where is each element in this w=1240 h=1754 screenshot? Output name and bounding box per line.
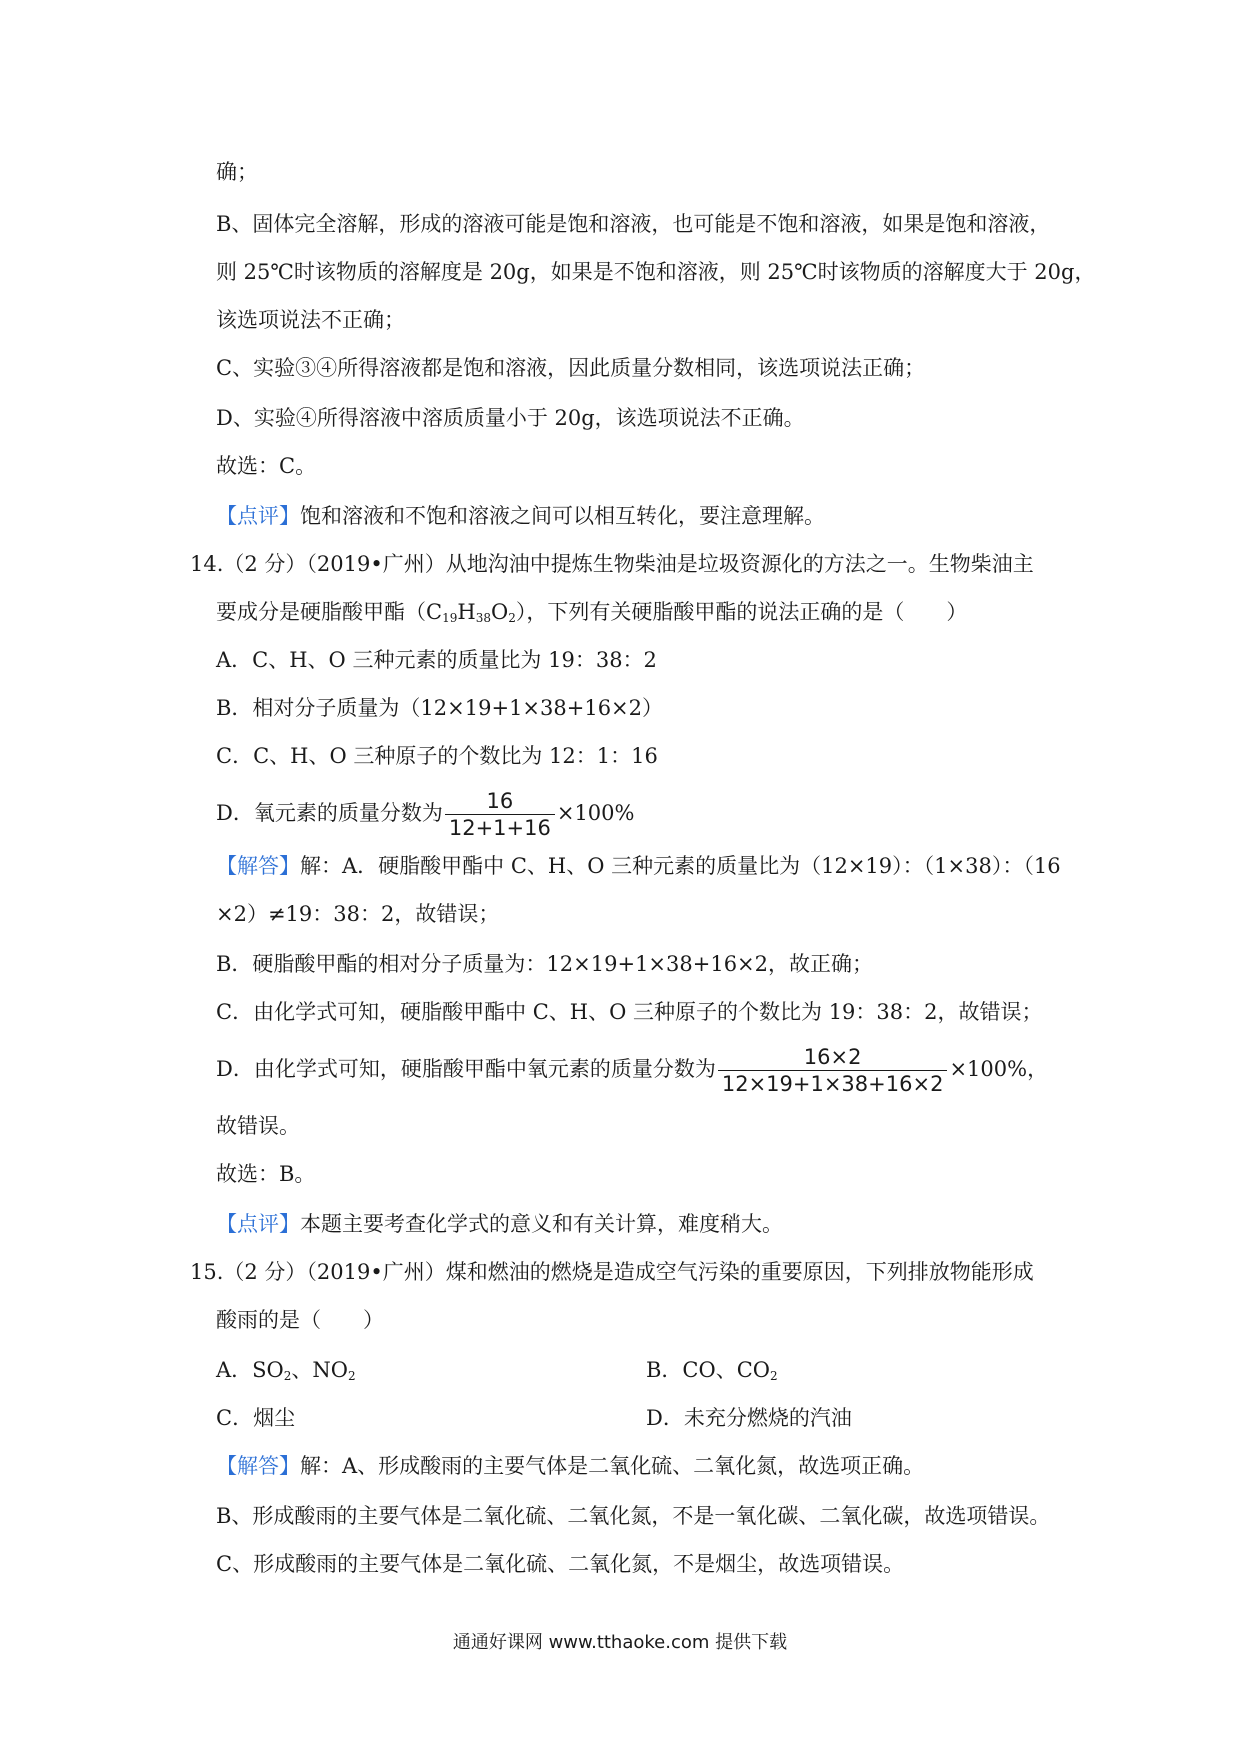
answer-tag: 【解答】: [216, 1454, 300, 1478]
option-a: [216, 1356, 356, 1390]
stem-text: H: [457, 600, 476, 624]
subscript: 19: [442, 611, 458, 625]
option-c: C．C、H、O 三种原子的个数比为 12：1：16: [216, 744, 658, 768]
stem-text: 要成分是硬脂酸甲酯（C: [216, 600, 443, 624]
answer-line: [216, 852, 1061, 880]
option-c: C．烟尘: [216, 1406, 296, 1430]
option-a: A．C、H、O 三种元素的质量比为 19：38：2: [216, 648, 657, 672]
comment-line: [216, 1210, 783, 1238]
text-line: 确；: [216, 160, 258, 184]
stem-text: O: [490, 600, 509, 624]
comment-line: [216, 502, 825, 530]
fraction: [445, 788, 555, 841]
question-14-stem: 14.（2 分）（2019•广州）从地沟油中提炼生物柴油是垃圾资源化的方法之一。生物柴油主: [190, 552, 1034, 576]
answer-line: [216, 1452, 924, 1480]
text-line: D、实验④所得溶液中溶质质量小于 20g，该选项说法不正确。: [216, 406, 805, 430]
text-line: B、固体完全溶解，形成的溶液可能是饱和溶液，也可能是不饱和溶液，如果是饱和溶液，: [216, 212, 1051, 236]
option-d-text: D．氧元素的质量分数为: [216, 801, 443, 825]
text-line: C、实验③④所得溶液都是饱和溶液，因此质量分数相同，该选项说法正确；: [216, 356, 926, 380]
fraction: [718, 1044, 948, 1097]
answer-line: C．由化学式可知，硬脂酸甲酯中 C、H、O 三种原子的个数比为 19：38：2，故错误；: [216, 1000, 1043, 1024]
fraction-denominator: 12+1+16: [445, 814, 555, 841]
answer-text: D．由化学式可知，硬脂酸甲酯中氧元素的质量分数为: [216, 1057, 716, 1081]
text-line: 该选项说法不正确；: [216, 308, 405, 332]
answer-line: 故选：B。: [216, 1162, 316, 1186]
fraction-denominator: 12×19+1×38+16×2: [718, 1070, 948, 1097]
subscript: 2: [508, 611, 516, 625]
page-footer: 通通好课网 www.tthaoke.com 提供下载: [452, 1632, 788, 1653]
answer-line: ×2）≠19：38：2，故错误；: [216, 902, 500, 926]
answer-line: B．硬脂酸甲酯的相对分子质量为：12×19+1×38+16×2，故正确；: [216, 952, 874, 976]
subscript: 38: [475, 611, 491, 625]
answer-line: 故错误。: [216, 1114, 300, 1138]
option-d-suffix: ×100%: [556, 801, 635, 825]
answer-text: 解：A、形成酸雨的主要气体是二氧化硫、二氧化氮，故选项正确。: [300, 1454, 925, 1478]
option-d: [216, 788, 634, 841]
option-text: 、NO: [291, 1358, 349, 1382]
fraction-numerator: 16×2: [803, 1045, 862, 1069]
question-15-stem-cont: 酸雨的是（ ）: [216, 1308, 384, 1332]
option-b: B．相对分子质量为（12×19+1×38+16×2）: [216, 696, 664, 720]
answer-line: B、形成酸雨的主要气体是二氧化硫、二氧化氮，不是一氧化碳、二氧化碳，故选项错误。: [216, 1504, 1051, 1528]
option-d: D．未充分燃烧的汽油: [646, 1406, 852, 1430]
subscript: 2: [770, 1369, 778, 1383]
option-b: [646, 1356, 778, 1390]
comment-text: 本题主要考查化学式的意义和有关计算，难度稍大。: [300, 1212, 783, 1236]
subscript: 2: [283, 1369, 292, 1383]
option-text: A．SO: [216, 1358, 284, 1382]
text-line: 故选：C。: [216, 454, 317, 478]
comment-tag: 【点评】: [216, 1212, 300, 1236]
answer-text: 解：A．硬脂酸甲酯中 C、H、O 三种元素的质量比为（12×19）：（1×38）：（16: [300, 854, 1061, 878]
stem-text: ），下列有关硬脂酸甲酯的说法正确的是（ ）: [515, 600, 968, 624]
text-line: 则 25℃时该物质的溶解度是 20g，如果是不饱和溶液，则 25℃时该物质的溶解度大于 20g，: [216, 260, 1096, 284]
subscript: 2: [348, 1369, 356, 1383]
question-14-stem-cont: [216, 598, 967, 632]
answer-line: [216, 1044, 1048, 1097]
comment-tag: 【点评】: [216, 504, 300, 528]
answer-suffix: ×100%，: [949, 1057, 1049, 1081]
comment-text: 饱和溶液和不饱和溶液之间可以相互转化，要注意理解。: [300, 504, 825, 528]
fraction-numerator: 16: [486, 789, 514, 813]
answer-line: C、形成酸雨的主要气体是二氧化硫、二氧化氮，不是烟尘，故选项错误。: [216, 1552, 905, 1576]
option-text: B．CO、CO: [646, 1358, 771, 1382]
answer-tag: 【解答】: [216, 854, 300, 878]
question-15-stem: 15.（2 分）（2019•广州）煤和燃油的燃烧是造成空气污染的重要原因，下列排放物能形成: [190, 1260, 1034, 1284]
